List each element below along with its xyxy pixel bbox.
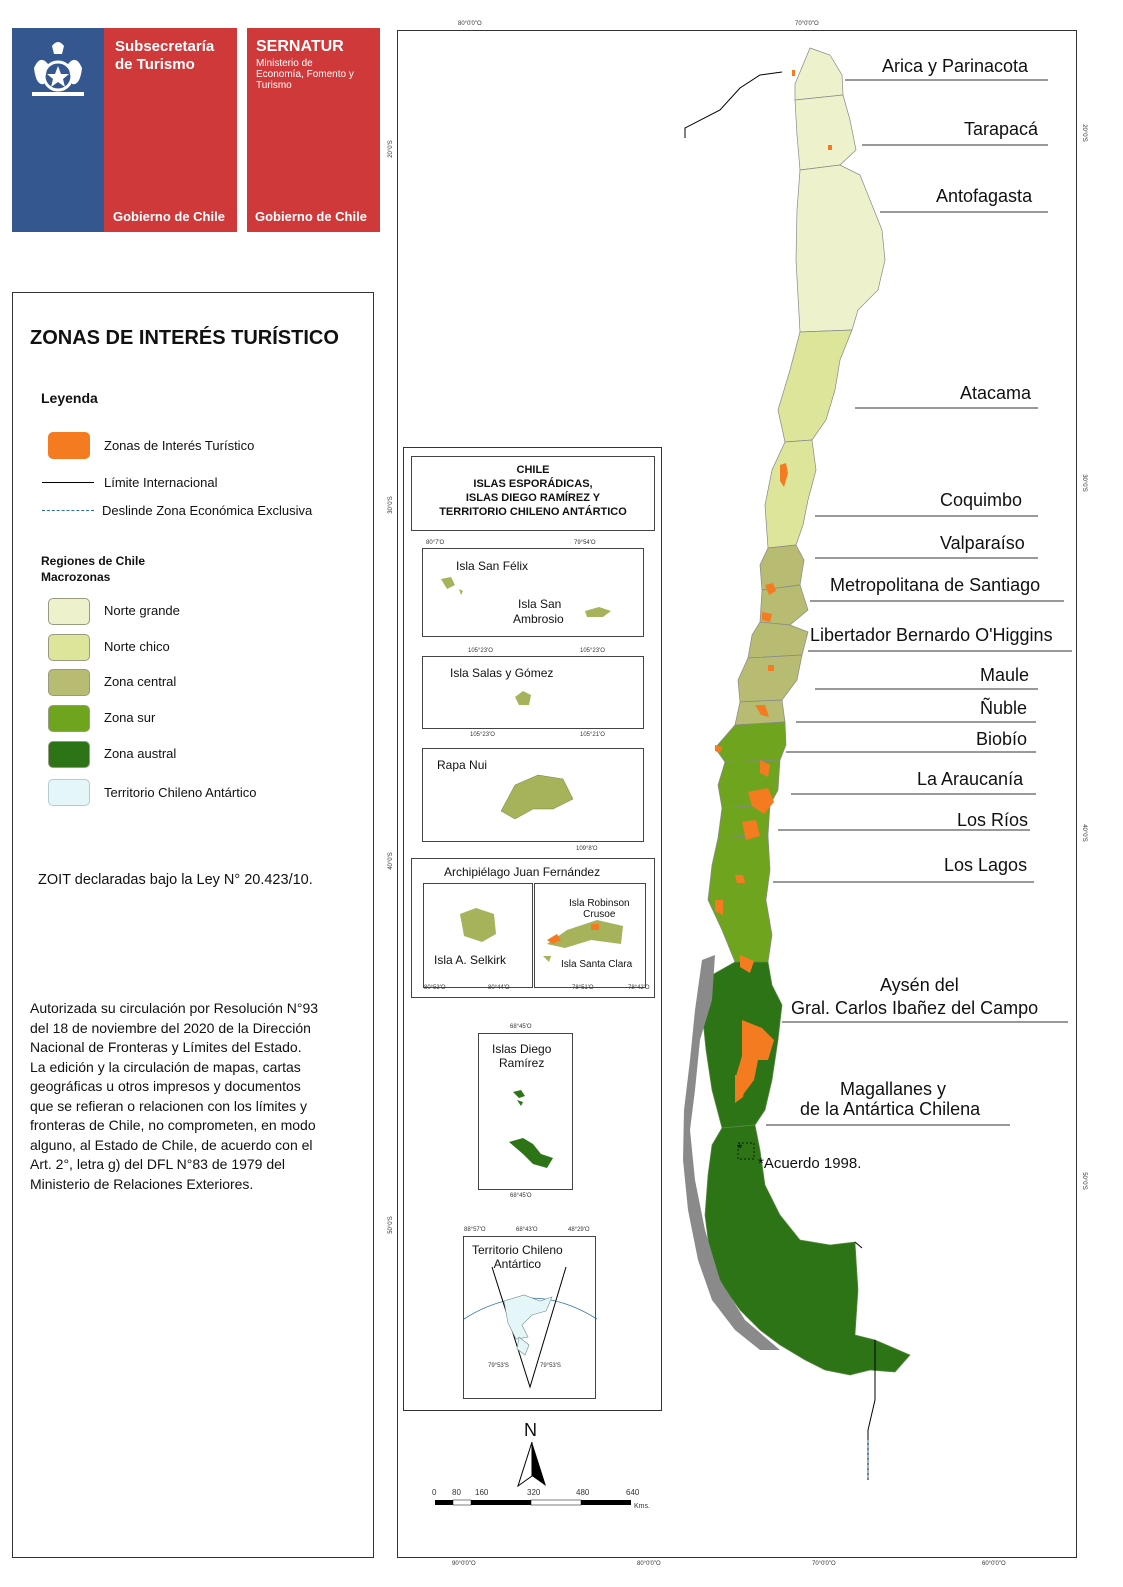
logo2-line2: Ministerio de [256,58,313,69]
region-atacama [778,330,852,442]
legend-label-zona-austral: Zona austral [104,746,177,761]
region-label-coquimbo: Coquimbo [940,490,1023,510]
coord: 80°53'O [424,985,446,991]
auth-line: Ministerio de Relaciones Exteriores. [30,1175,254,1192]
zoit-law-note: ZOIT declaradas bajo la Ley N° 20.423/10. [38,872,313,888]
grid-label-lat30-left: 30°0'S [387,496,394,514]
region-label-antofagasta: Antofagasta [936,186,1033,206]
inset-title-box [411,456,655,531]
legend-macrozones-title: Macrozonas [41,570,111,584]
label-san-felix: Isla San Félix [456,559,529,573]
logo2-line4: Turismo [256,80,292,91]
label-selkirk: Isla A. Selkirk [434,953,507,967]
agreement-note: *Acuerdo 1998. [758,1155,862,1172]
auth-line: Nacional de Fronteras y Límites del Estado. [30,1039,302,1055]
auth-line: del 18 de noviembre del 2020 de la Dirección [30,1019,311,1036]
inset-diego-ramirez [478,1033,573,1190]
label-diego-1: Islas Diego [492,1042,552,1056]
region-label-maule: Maule [980,665,1030,685]
auth-line: Art. 2°, letra g) del DFL N°83 de 1979 del [30,1156,286,1172]
region-arica [795,48,843,100]
coord: 80°7'O [426,540,445,546]
region-los-lagos [708,835,772,962]
coord: 78°42'O [628,985,650,991]
grid-label-lat40-right: 40°0'S [1080,824,1087,842]
scale-tick-80: 80 [452,1488,461,1497]
grid-label-bottom-60: 60°0'0"O [982,1561,1006,1567]
label-juan-fernandez: Archipiélago Juan Fernández [444,865,601,879]
region-label-valparaiso: Valparaíso [940,533,1025,553]
coord: 105°23'O [468,648,493,654]
agreement-marker: * [737,1140,743,1156]
auth-line: alguno, al Estado de Chile, de acuerdo con el [30,1136,313,1153]
region-coquimbo [765,440,816,548]
auth-line: fronteras de Chile, no comprometen, en modo [30,1117,316,1133]
coord: 68°43'O [516,1227,538,1233]
scale-tick-320: 320 [527,1488,541,1497]
inset-san-felix [422,548,644,637]
grid-label-bottom-90: 90°0'0"O [452,1561,476,1567]
coord: 88°57'O [464,1227,486,1233]
coord: 68°45'O [510,1193,532,1199]
grid-label-top-80: 80°0'0"O [458,21,482,27]
region-label-biobio: Biobío [976,729,1028,749]
legend-label-norte-grande: Norte grande [104,603,180,618]
legend-regions-title: Regiones de Chile [41,554,146,568]
coord: 48°29'O [568,1227,590,1233]
logo1-line1: Subsecretaría [115,38,215,55]
grid-label-lat30-right: 30°0'S [1080,474,1087,492]
region-label-atacama: Atacama [960,383,1032,403]
scale-tick-480: 480 [576,1488,590,1497]
coord: 78°51'O [572,985,594,991]
region-valparaiso [760,545,804,590]
label-robinson [569,898,630,920]
region-label-araucania: La Araucanía [917,769,1024,789]
grid-label-bottom-70: 70°0'0"O [812,1561,836,1567]
region-label-aysen-1: Aysén del [880,975,959,995]
label-robinson-1: Isla Robinson [569,898,630,909]
region-label-magallanes-1: Magallanes y [840,1079,947,1099]
coord: 68°45'O [510,1024,532,1030]
legend-label-antartico: Territorio Chileno Antártico [104,785,257,800]
region-label-aysen-2: Gral. Carlos Ibañez del Campo [791,998,1039,1018]
logo1-footer: Gobierno de Chile [113,209,225,224]
inset-title-line: ISLAS DIEGO RAMÍREZ Y [465,492,601,504]
region-biobio [715,722,786,762]
grid-label-bottom-80: 80°0'0"O [637,1561,661,1567]
coord: 79°53'S [540,1363,561,1369]
legend-subtitle: Leyenda [41,390,98,406]
inset-selkirk [423,883,533,988]
region-label-los-rios: Los Ríos [957,810,1029,830]
label-san-ambrosio-2: Ambrosio [513,612,564,626]
inset-juan-fernandez [411,858,655,998]
legend-label-zona-central: Zona central [104,674,177,689]
region-ohiggins [748,622,808,658]
grid-label-lat40-left: 40°0'S [387,852,394,870]
grid-label-lat50-left: 50°0'S [387,1216,394,1234]
auth-line: Autorizada su circulación por Resolución N°93 [30,1000,319,1016]
label-santa-clara: Isla Santa Clara [561,959,633,970]
scale-tick-640: 640 [626,1488,640,1497]
grid-label-lat20-right: 20°0'S [1080,124,1087,142]
inset-title-line: ISLAS ESPORÁDICAS, [473,478,593,490]
coord: 105°21'O [580,732,605,738]
inset-salas-gomez [422,656,644,729]
grid-label-lat50-right: 50°0'S [1080,1172,1087,1190]
region-label-ohiggins: Libertador Bernardo O'Higgins [810,625,1053,645]
auth-line: geográficas u otros impresos y documentos [30,1078,301,1094]
logo2-line3: Economía, Fomento y [256,69,354,80]
north-label: N [524,1420,537,1440]
grid-label-top-70: 70°0'0"O [795,21,819,27]
logo2-footer: Gobierno de Chile [255,209,367,224]
region-label-arica: Arica y Parinacota [882,56,1029,76]
north-arrow-icon [512,1440,552,1490]
label-rapa-nui: Rapa Nui [437,758,488,772]
legend-label-international: Límite Internacional [104,475,218,490]
label-salas-gomez: Isla Salas y Gómez [450,666,554,680]
selkirk-island-icon [424,884,534,989]
label-diego-ramirez [492,1042,551,1070]
grid-label-lat20-left: 20°0'S [387,140,394,158]
legend-label-zona-sur: Zona sur [104,710,156,725]
legend-label-norte-chico: Norte chico [104,639,170,654]
region-label-los-lagos: Los Lagos [944,855,1028,875]
legend-label-zoit: Zonas de Interés Turístico [104,438,255,453]
scale-bar [430,1496,660,1510]
coord: 79°53'S [488,1363,509,1369]
label-diego-2: Ramírez [499,1056,545,1070]
auth-line: que se refieran o relacionen con los límites y [30,1097,308,1114]
inset-antartico [463,1236,596,1399]
logo1-line2: de Turismo [115,56,195,73]
label-san-ambrosio-1: Isla San [518,597,562,611]
region-maule [738,655,802,702]
logo2-line1: SERNATUR [256,38,344,55]
label-robinson-2: Crusoe [583,909,616,920]
region-label-magallanes-2: de la Antártica Chilena [800,1099,981,1119]
label-antartico-2: Antártico [493,1257,542,1271]
legend-label-eez: Deslinde Zona Económica Exclusiva [102,503,313,518]
scale-unit: Kms. [634,1503,650,1510]
region-label-nuble: Ñuble [980,698,1028,718]
coord: 105°23'O [580,648,605,654]
scale-tick-0: 0 [432,1488,437,1497]
coord: 109°8'O [576,846,598,852]
region-tarapaca [795,95,856,170]
inset-title-line: TERRITORIO CHILENO ANTÁRTICO [439,506,627,518]
region-label-santiago: Metropolitana de Santiago [830,575,1041,595]
region-antofagasta [796,165,885,332]
coord: 105°23'O [470,732,495,738]
coord: 79°54'O [574,540,596,546]
auth-line: La edición y la circulación de mapas, cartas [30,1058,301,1075]
label-antartico [472,1243,563,1271]
coord: 80°44'O [488,985,510,991]
scale-tick-160: 160 [475,1488,489,1497]
region-label-tarapaca: Tarapacá [964,119,1039,139]
inset-robinson [534,883,646,988]
map-title: ZONAS DE INTERÉS TURÍSTICO [30,327,339,349]
inset-title-line: CHILE [516,464,550,476]
inset-rapa-nui [422,748,644,842]
label-antartico-1: Territorio Chileno [472,1243,563,1257]
